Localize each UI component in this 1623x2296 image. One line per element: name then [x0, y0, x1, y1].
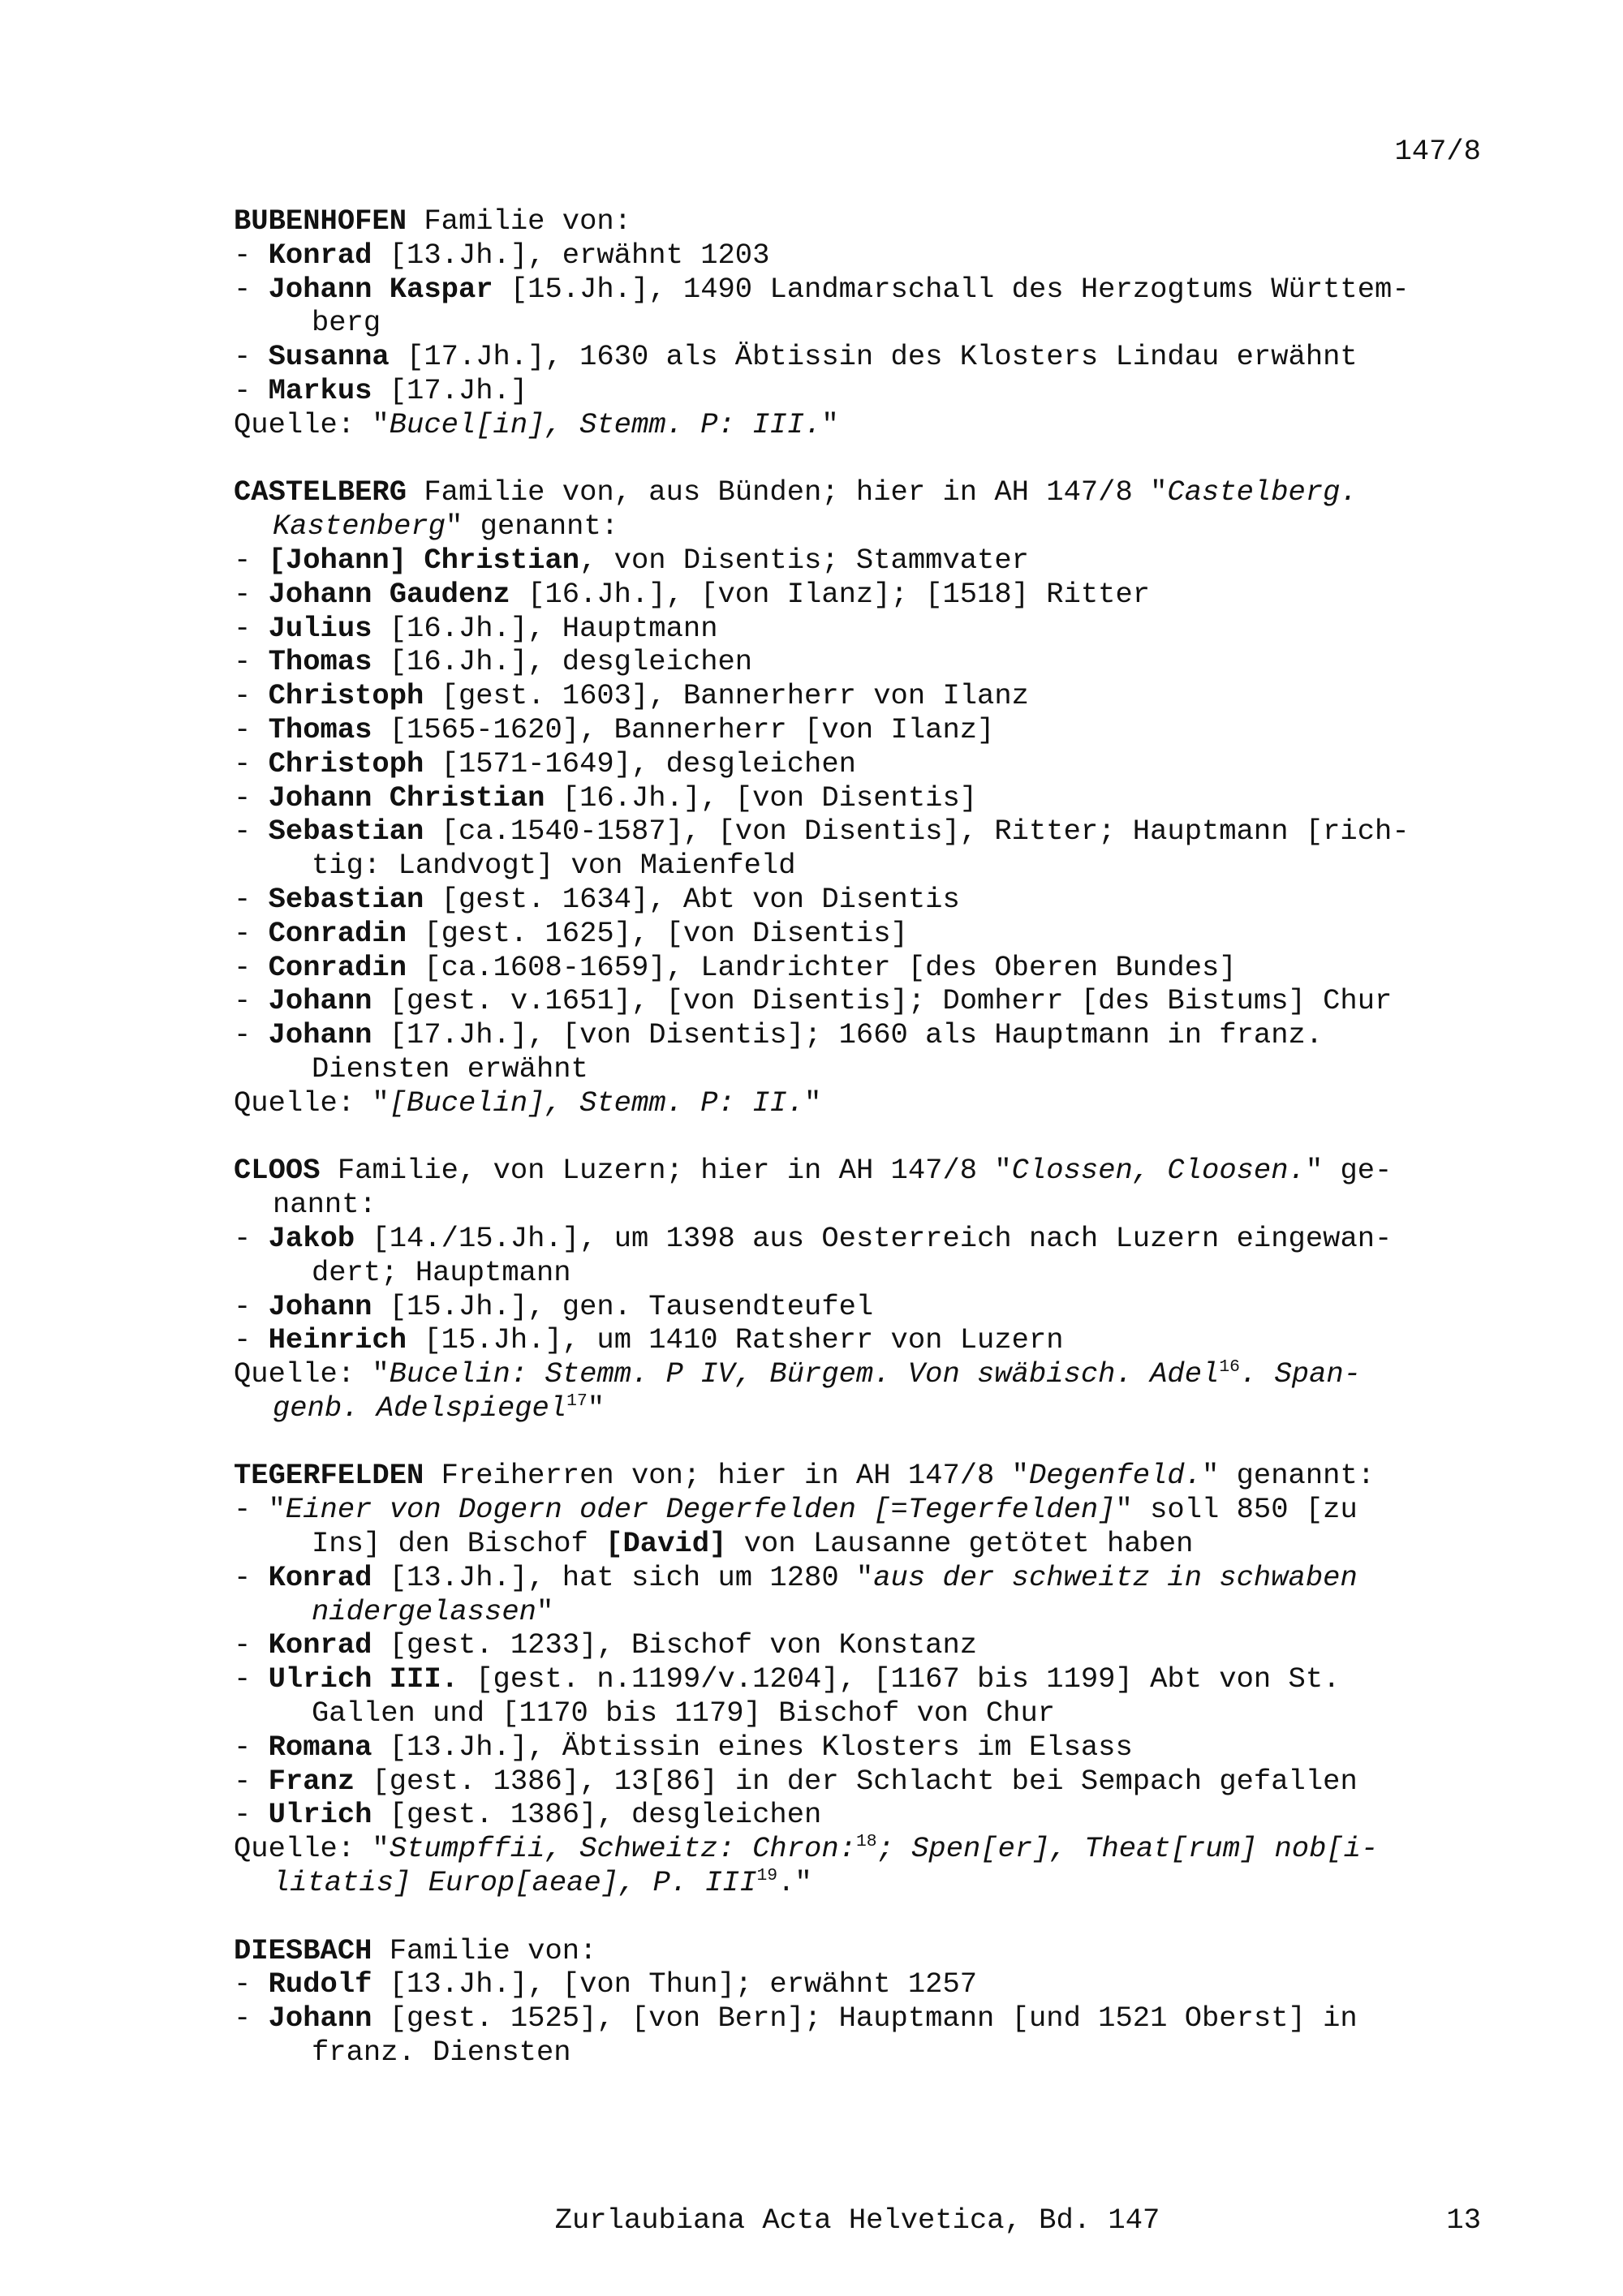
- text: -: [234, 577, 269, 611]
- bold-text: Johann: [268, 1018, 372, 1052]
- entry-line: [234, 1866, 1500, 1900]
- italic-text: Einer von Dogern oder Degerfelden [=Tegerfelden]: [285, 1493, 1116, 1527]
- entry-heading-line: [234, 204, 1500, 239]
- bold-text: CASTELBERG: [234, 475, 407, 510]
- text: [16.Jh.], desgleichen: [372, 645, 753, 679]
- text: -: [234, 238, 269, 272]
- text: Familie von:: [372, 1933, 597, 1967]
- entry-line: [234, 1493, 1500, 1527]
- text: [13.Jh.], hat sich um 1280 ": [372, 1560, 874, 1594]
- page-reference: 147/8: [1394, 135, 1481, 168]
- text: ": [536, 1594, 554, 1628]
- text: -: [234, 1764, 269, 1798]
- entry-line: [234, 374, 1500, 408]
- bold-text: Markus: [268, 373, 372, 407]
- entry-line: [234, 1967, 1500, 2001]
- text: Gallen und [1170 bis 1179] Bischof von Chur: [312, 1696, 1056, 1731]
- italic-text: litatis] Europ[aeae], P. III: [273, 1866, 757, 1900]
- text: [gest. 1525], [von Bern]; Hauptmann [und 1521 Oberst] in: [372, 2001, 1358, 2036]
- entry-line: [234, 781, 1500, 815]
- entry-line: [234, 1018, 1500, 1052]
- page-number: 13: [1446, 2204, 1481, 2237]
- text: [ca.1540-1587], [von Disentis], Ritter; Hauptmann [rich-: [424, 815, 1410, 849]
- entry-heading-line: [234, 1934, 1500, 1968]
- text: [13.Jh.], Äbtissin eines Klosters im Elsass: [372, 1730, 1133, 1764]
- italic-text: Stumpffii, Schweitz: Chron:: [389, 1832, 856, 1866]
- bold-text: Romana: [268, 1730, 372, 1764]
- text: [15.Jh.], 1490 Landmarschall des Herzogtums Württem-: [493, 272, 1410, 306]
- entry-line: [234, 747, 1500, 781]
- footer-title: Zurlaubiana Acta Helvetica, Bd. 147: [554, 2204, 1160, 2237]
- text: [17.Jh.], [von Disentis]; 1660 als Hauptmann in franz.: [372, 1018, 1324, 1052]
- text: -: [234, 1560, 269, 1594]
- bold-text: Johann: [268, 1289, 372, 1323]
- text: [16.Jh.], Hauptmann: [372, 611, 718, 645]
- italic-text: [Bucelin], Stemm. P: II.: [389, 1086, 805, 1120]
- entry-line: [234, 2001, 1500, 2036]
- text: Quelle: ": [234, 1357, 390, 1391]
- text: Familie von:: [407, 204, 631, 238]
- entry-line: [234, 1628, 1500, 1662]
- text: [15.Jh.], gen. Tausendteufel: [372, 1289, 874, 1323]
- text: berg: [312, 306, 381, 340]
- text: " ge-: [1305, 1154, 1393, 1188]
- text: franz. Diensten: [312, 2036, 571, 2070]
- text: " genannt:: [446, 510, 619, 544]
- entry-line: [234, 1391, 1500, 1425]
- text: " soll 850 [zu: [1115, 1493, 1358, 1527]
- entry-line: [234, 1323, 1500, 1357]
- text: -: [234, 373, 269, 407]
- bold-text: Jakob: [268, 1221, 355, 1255]
- register-entry: [234, 475, 1500, 1120]
- entry-line: [234, 239, 1500, 273]
- entry-line: [234, 645, 1500, 679]
- text: -: [234, 1628, 269, 1662]
- text: -: [234, 1798, 269, 1832]
- entry-line: [234, 679, 1500, 713]
- text: -: [234, 1018, 269, 1052]
- text: -: [234, 882, 269, 916]
- text: ": [804, 1086, 822, 1120]
- bold-text: Johann Christian: [268, 780, 545, 815]
- bold-text: Franz: [268, 1764, 355, 1798]
- entry-line: [234, 815, 1500, 849]
- text: -: [234, 780, 269, 815]
- bold-text: Ulrich: [268, 1798, 372, 1832]
- text: -: [234, 1730, 269, 1764]
- entry-heading-line: [234, 1459, 1500, 1493]
- italic-text: Degenfeld.: [1028, 1459, 1203, 1493]
- text: [13.Jh.], erwähnt 1203: [372, 238, 770, 272]
- text: -: [234, 1289, 269, 1323]
- italic-text: aus der schweitz in schwaben: [873, 1560, 1358, 1594]
- text: -: [234, 984, 269, 1018]
- text: .": [777, 1866, 812, 1900]
- entry-line: [234, 1696, 1500, 1731]
- bold-text: [David]: [605, 1527, 727, 1561]
- entry-line: [234, 1595, 1500, 1629]
- entry-line: [234, 1086, 1500, 1120]
- italic-text: Kastenberg: [273, 510, 446, 544]
- italic-text: . Span-: [1239, 1357, 1361, 1391]
- text: [16.Jh.], [von Ilanz]; [1518] Ritter: [510, 577, 1151, 611]
- entry-line: [234, 713, 1500, 747]
- text: tig: Landvogt] von Maienfeld: [312, 849, 796, 883]
- entry-line: [234, 1222, 1500, 1256]
- entry-line: [234, 1290, 1500, 1324]
- entry-heading-line: [234, 1154, 1500, 1188]
- bold-text: Konrad: [268, 1560, 372, 1594]
- text: -: [234, 916, 269, 950]
- text: , von Disentis; Stammvater: [579, 543, 1029, 577]
- bold-text: Christoph: [268, 679, 424, 713]
- italic-text: ; Spen[er], Theat[rum] nob[i-: [876, 1832, 1379, 1866]
- text: [gest. 1386], 13[86] in der Schlacht bei Sempach gefallen: [355, 1764, 1358, 1798]
- footnote-ref: 16: [1219, 1357, 1240, 1378]
- entry-heading-line: [234, 475, 1500, 510]
- register-entry: [234, 1934, 1500, 2070]
- bold-text: Thomas: [268, 712, 372, 746]
- entry-line: [234, 1052, 1500, 1086]
- text: Diensten erwähnt: [312, 1051, 588, 1086]
- document-body: [234, 204, 1500, 2104]
- bold-text: Johann: [268, 984, 372, 1018]
- text: [gest. 1233], Bischof von Konstanz: [372, 1628, 978, 1662]
- footnote-ref: 19: [756, 1866, 778, 1886]
- text: -: [234, 679, 269, 713]
- bold-text: BUBENHOFEN: [234, 204, 407, 238]
- text: Familie von, aus Bünden; hier in AH 147/8 ": [407, 475, 1168, 510]
- bold-text: TEGERFELDEN: [234, 1459, 424, 1493]
- italic-text: nidergelassen: [312, 1594, 536, 1628]
- text: Quelle: ": [234, 1832, 390, 1866]
- bold-text: CLOOS: [234, 1154, 321, 1188]
- text: [14./15.Jh.], um 1398 aus Oesterreich nach Luzern eingewan-: [355, 1221, 1393, 1255]
- text: -: [234, 950, 269, 984]
- entry-line: [234, 1357, 1500, 1391]
- text: Familie, von Luzern; hier in AH 147/8 ": [320, 1154, 1012, 1188]
- bold-text: Johann Gaudenz: [268, 577, 510, 611]
- text: [gest. 1625], [von Disentis]: [407, 916, 908, 950]
- text: [gest. 1634], Abt von Disentis: [424, 882, 960, 916]
- entry-line: [234, 1561, 1500, 1595]
- bold-text: Heinrich: [268, 1323, 407, 1357]
- register-entry: [234, 204, 1500, 442]
- entry-line: [234, 510, 1500, 544]
- bold-text: Julius: [268, 611, 372, 645]
- entry-line: [234, 273, 1500, 307]
- entry-line: [234, 1662, 1500, 1696]
- footnote-ref: 17: [566, 1391, 588, 1412]
- bold-text: Christoph: [268, 746, 424, 780]
- bold-text: Rudolf: [268, 1967, 372, 2001]
- text: -: [234, 272, 269, 306]
- text: - ": [234, 1493, 286, 1527]
- entry-line: [234, 849, 1500, 883]
- text: ": [587, 1391, 605, 1425]
- text: -: [234, 746, 269, 780]
- entry-line: [234, 1765, 1500, 1799]
- entry-line: [234, 1798, 1500, 1832]
- text: [1571-1649], desgleichen: [424, 746, 856, 780]
- text: -: [234, 543, 269, 577]
- text: [gest. 1603], Bannerherr von Ilanz: [424, 679, 1029, 713]
- register-entry: [234, 1154, 1500, 1425]
- entry-line: [234, 1832, 1500, 1866]
- bold-text: Conradin: [268, 950, 407, 984]
- text: [1565-1620], Bannerherr [von Ilanz]: [372, 712, 995, 746]
- text: -: [234, 1662, 269, 1696]
- text: [gest. 1386], desgleichen: [372, 1798, 822, 1832]
- text: nannt:: [273, 1188, 377, 1222]
- text: ": [821, 407, 839, 441]
- text: [16.Jh.], [von Disentis]: [545, 780, 978, 815]
- bold-text: Johann: [268, 2001, 372, 2036]
- text: -: [234, 815, 269, 849]
- entry-line: [234, 883, 1500, 917]
- italic-text: genb. Adelspiegel: [273, 1391, 567, 1425]
- entry-line: [234, 1256, 1500, 1290]
- text: dert; Hauptmann: [312, 1255, 571, 1289]
- bold-text: [Johann] Christian: [268, 543, 580, 577]
- entry-line: [234, 917, 1500, 951]
- bold-text: Konrad: [268, 238, 372, 272]
- entry-line: [234, 306, 1500, 340]
- entry-line: [234, 951, 1500, 985]
- italic-text: Clossen, Cloosen.: [1011, 1154, 1306, 1188]
- text: -: [234, 1967, 269, 2001]
- italic-text: Bucel[in], Stemm. P: III.: [389, 407, 822, 441]
- bold-text: Konrad: [268, 1628, 372, 1662]
- entry-line: [234, 1188, 1500, 1222]
- text: [17.Jh.]: [372, 373, 528, 407]
- text: [13.Jh.], [von Thun]; erwähnt 1257: [372, 1967, 978, 2001]
- entry-line: [234, 1731, 1500, 1765]
- entry-line: [234, 340, 1500, 374]
- entry-line: [234, 2036, 1500, 2070]
- entry-line: [234, 578, 1500, 612]
- text: Freiherren von; hier in AH 147/8 ": [424, 1459, 1029, 1493]
- text: -: [234, 340, 269, 374]
- text: -: [234, 712, 269, 746]
- bold-text: Sebastian: [268, 815, 424, 849]
- text: " genannt:: [1202, 1459, 1375, 1493]
- bold-text: Ulrich III.: [268, 1662, 458, 1696]
- text: -: [234, 2001, 269, 2036]
- bold-text: Sebastian: [268, 882, 424, 916]
- entry-line: [234, 544, 1500, 578]
- entry-line: [234, 984, 1500, 1018]
- entry-line: [234, 408, 1500, 442]
- text: -: [234, 1221, 269, 1255]
- text: von Lausanne getötet haben: [726, 1527, 1194, 1561]
- bold-text: DIESBACH: [234, 1933, 372, 1967]
- text: Quelle: ": [234, 1086, 390, 1120]
- text: Ins] den Bischof: [312, 1527, 606, 1561]
- text: [15.Jh.], um 1410 Ratsherr von Luzern: [407, 1323, 1064, 1357]
- text: -: [234, 645, 269, 679]
- text: [ca.1608-1659], Landrichter [des Oberen Bundes]: [407, 950, 1237, 984]
- register-entry: [234, 1459, 1500, 1899]
- bold-text: Conradin: [268, 916, 407, 950]
- text: -: [234, 611, 269, 645]
- text: -: [234, 1323, 269, 1357]
- bold-text: Thomas: [268, 645, 372, 679]
- text: Quelle: ": [234, 407, 390, 441]
- bold-text: Susanna: [268, 340, 390, 374]
- footnote-ref: 18: [855, 1832, 877, 1852]
- text: [gest. n.1199/v.1204], [1167 bis 1199] Abt von St.: [458, 1662, 1341, 1696]
- entry-line: [234, 1527, 1500, 1561]
- text: [17.Jh.], 1630 als Äbtissin des Klosters Lindau erwähnt: [389, 340, 1358, 374]
- entry-line: [234, 612, 1500, 646]
- bold-text: Johann Kaspar: [268, 272, 493, 306]
- text: [gest. v.1651], [von Disentis]; Domherr [des Bistums] Chur: [372, 984, 1393, 1018]
- italic-text: Castelberg.: [1167, 475, 1358, 510]
- italic-text: Bucelin: Stemm. P IV, Bürgem. Von swäbisch. Adel: [389, 1357, 1220, 1391]
